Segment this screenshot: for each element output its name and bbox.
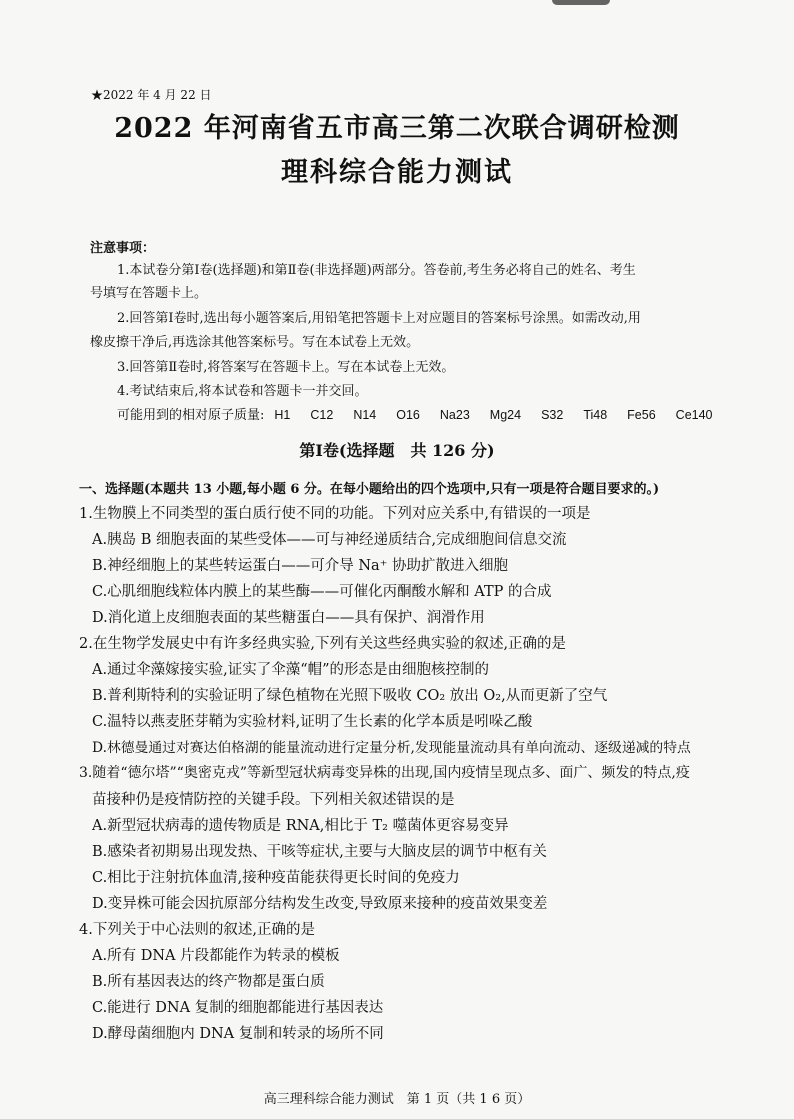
mass-ti: Ti48	[583, 408, 608, 422]
mass-n: N14	[353, 408, 377, 422]
option-b: B.神经细胞上的某些转运蛋白——可介导 Na⁺ 协助扩散进入细胞	[92, 558, 508, 574]
option-c: C.相比于注射抗体血清,接种疫苗能获得更长时间的免疫力	[92, 870, 460, 886]
page-footer: 高三理科综合能力测试 第 1 页（共 1 6 页）	[263, 1092, 531, 1107]
mass-h: H1	[274, 408, 291, 422]
option-c: C.心肌细胞线粒体内膜上的某些酶——可催化丙酮酸水解和 ATP 的合成	[92, 584, 552, 600]
option-d: D.变异株可能会因抗原部分结构发生改变,导致原来接种的疫苗效果变差	[92, 896, 548, 912]
section-instruction: 一、选择题(本题共 13 小题,每小题 6 分。在每小题给出的四个选项中,只有一项是符合题目要求的。)	[79, 482, 660, 497]
question-stem: 1.生物膜上不同类型的蛋白质行使不同的功能。下列对应关系中,有错误的一项是	[79, 506, 591, 522]
option-c: C.温特以燕麦胚芽鞘为实验材料,证明了生长素的化学本质是吲哚乙酸	[92, 714, 533, 730]
question-stem: 2.在生物学发展史中有许多经典实验,下列有关这些经典实验的叙述,正确的是	[79, 636, 567, 652]
notice-item-1-line-1: 1.本试卷分第Ⅰ卷(选择题)和第Ⅱ卷(非选择题)两部分。答卷前,考生务必将自己的姓名、考生	[117, 263, 636, 278]
notice-heading: 注意事项：	[90, 241, 156, 256]
option-b: B.所有基因表达的终产物都是蛋白质	[92, 974, 325, 990]
notice-item-3: 3.回答第Ⅱ卷时,将答案写在答题卡上。写在本试卷上无效。	[117, 360, 455, 375]
option-b: B.感染者初期易出现发热、干咳等症状,主要与大脑皮层的调节中枢有关	[92, 844, 547, 860]
mass-fe: Fe56	[627, 408, 656, 422]
page-subtitle: 理科综合能力测试	[281, 157, 513, 188]
notice-item-2-line-1: 2.回答第Ⅰ卷时,选出每小题答案后,用铅笔把答题卡上对应题目的答案标号涂黑。如需改动,用	[117, 311, 641, 326]
notice-item-1-line-2: 号填写在答题卡上。	[90, 286, 208, 301]
option-c: C.能进行 DNA 复制的细胞都能进行基因表达	[92, 1000, 384, 1016]
notice-item-4: 4.考试结束后,将本试卷和答题卡一并交回。	[117, 384, 368, 399]
option-d: D.消化道上皮细胞表面的某些糖蛋白——具有保护、润滑作用	[92, 610, 485, 626]
section-title: 第Ⅰ卷(选择题 共 126 分)	[299, 441, 495, 460]
option-d: D.林德曼通过对赛达伯格湖的能量流动进行定量分析,发现能量流动具有单向流动、逐级递减的特点	[92, 740, 691, 756]
question-stem-line-1: 3.随着“德尔塔”“奥密克戎”等新型冠状病毒变异株的出现,国内疫情呈现点多、面广、频发的特点,疫	[79, 765, 690, 781]
atomic-masses	[117, 404, 733, 423]
option-a: A.新型冠状病毒的遗传物质是 RNA,相比于 T₂ 噬菌体更容易变异	[92, 818, 509, 834]
option-b: B.普利斯特利的实验证明了绿色植物在光照下吸收 CO₂ 放出 O₂,从而更新了空气	[92, 688, 608, 704]
mass-s: S32	[541, 408, 564, 422]
option-a: A.所有 DNA 片段都能作为转录的模板	[92, 948, 340, 964]
option-a: A.胰岛 B 细胞表面的某些受体——可与神经递质结合,完成细胞间信息交流	[92, 532, 567, 548]
notice-item-2-line-2: 橡皮擦干净后,再选涂其他答案标号。写在本试卷上无效。	[90, 335, 420, 350]
option-d: D.酵母菌细胞内 DNA 复制和转录的场所不同	[92, 1026, 384, 1042]
exam-date: ★2022 年 4 月 22 日	[91, 88, 212, 102]
mass-o: O16	[396, 408, 420, 422]
mass-na: Na23	[439, 408, 470, 422]
mass-ce: Ce140	[675, 408, 713, 422]
mass-c: C12	[310, 408, 334, 422]
option-a: A.通过伞藻嫁接实验,证实了伞藻“帽”的形态是由细胞核控制的	[92, 662, 490, 678]
question-stem-line-2: 苗接种仍是疫情防控的关键手段。下列相关叙述错误的是	[92, 792, 455, 808]
question-stem: 4.下列关于中心法则的叙述,正确的是	[79, 922, 315, 938]
atomic-masses-label: 可能用到的相对原子质量:	[117, 408, 265, 423]
scan-mark	[552, 0, 610, 5]
mass-mg: Mg24	[489, 408, 522, 422]
page-title: 2022 年河南省五市高三第二次联合调研检测	[114, 113, 680, 144]
